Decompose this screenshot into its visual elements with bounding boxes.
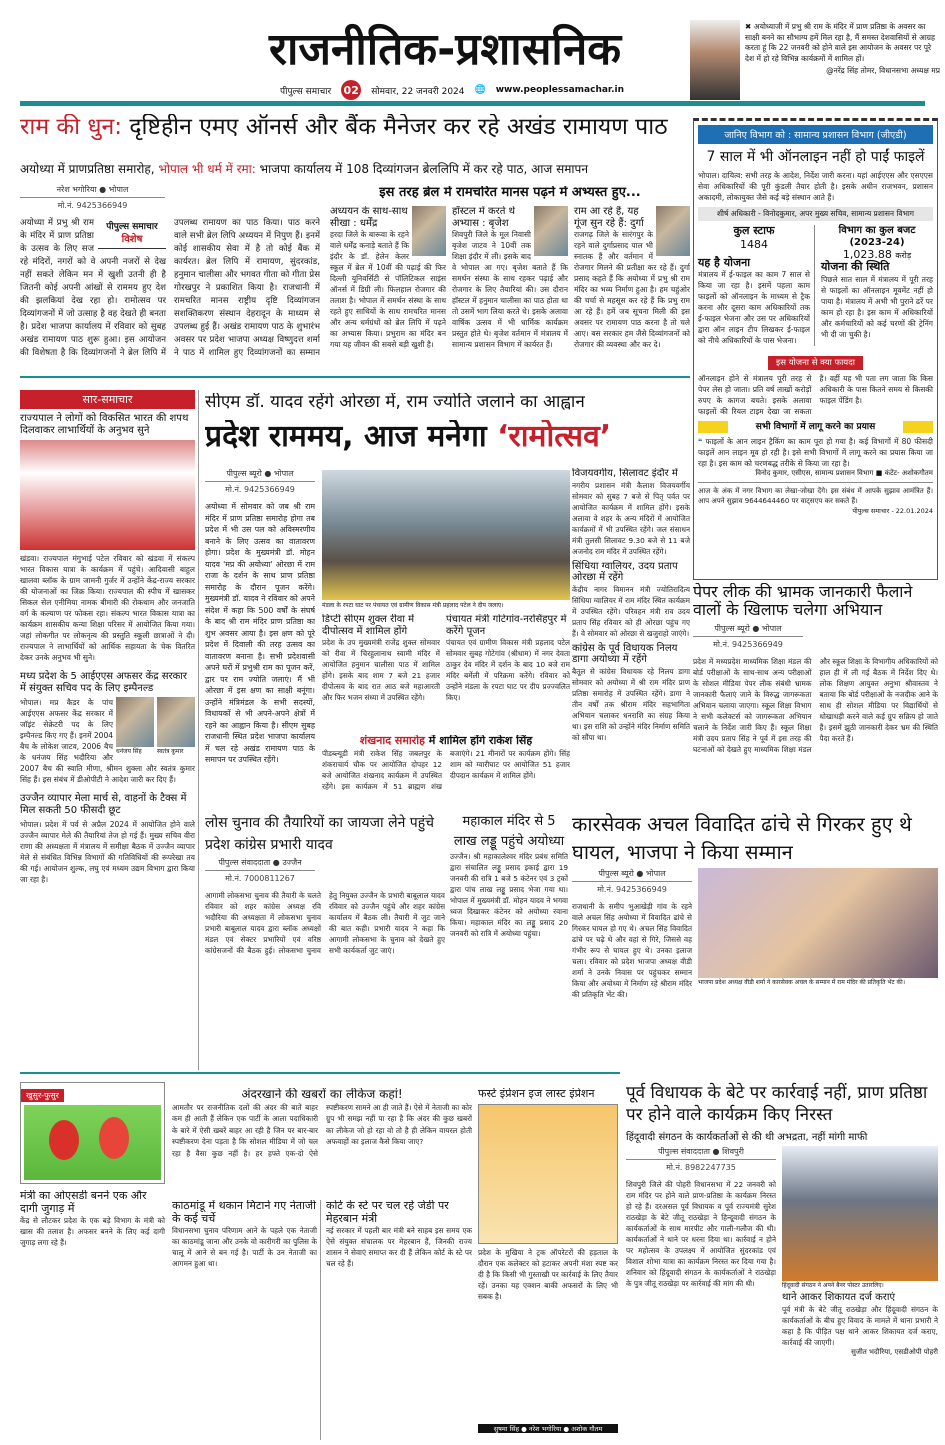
paper-leak-story bbox=[693, 583, 938, 808]
budget-year: (2023-24) bbox=[849, 236, 905, 248]
profile-list bbox=[330, 206, 690, 372]
sar-h1: राज्यपाल ने लोगों को विकसित भारत की शपथ दिलवाकर लाभार्थियों के अनुभव सुने bbox=[20, 413, 189, 436]
effort-block bbox=[698, 436, 933, 469]
profile-photo bbox=[656, 206, 690, 256]
election-byline: पीपुल्स संवाददाता ● उज्जैन bbox=[205, 857, 315, 871]
section-rule bbox=[20, 376, 690, 378]
lead-subhead bbox=[20, 160, 690, 177]
shivpuri-body: शिवपुरी जिले की पोहरी विधानसभा में 22 जनवरी को राम मंदिर पर होने वाले प्राण-प्रतिष्ठा के कार्यक्रम निरस्त हो रहे हैं। दरअसल पूर्व विधायक व पूर्व राज्यमंत्री सुरेश राठखेड़ा के बेटे जीतू राठखेड़ा ने हिन्दूवादी संगठन के कार्यकर्ताओं के साथ मारपीट और गाली-गलौज की थी। कार्यकर्ताओं ने थाने पर धरना दिया था। कार्रवाई न होने पर महोत्सव के उपलक्ष्य में आयोजित सुंदरकांड एवं विशाल शोभा यात्रा का कार्यक्रम निरस्त कर दिया गया है। शनिवार को हिंदूवादी संगठन के कार्यकर्ताओं ने राठखेड़ा के पुत्र जीतू राठखेड़ा पर कार्रवाई की मांग की थी। bbox=[626, 1180, 776, 1289]
gossip-headline: मंत्री का ओएसडी बनने एक और दागी जुगाड़ में bbox=[20, 1190, 147, 1215]
gossip-court bbox=[326, 1200, 472, 1440]
ramotsav-kicker: सीएम डॉ. यादव रहेंगे ओरछा में, राम ज्योति जलाने का आह्वान bbox=[205, 393, 585, 412]
section-label: खुसुर-फुसुर bbox=[21, 1089, 64, 1102]
shivpuri-mobile: मो.नं. 8982247735 bbox=[666, 1163, 736, 1173]
special-tag bbox=[98, 219, 166, 249]
gossip-text: प्रदेश के मुखिया ने ट्रक ऑपरेटरों की हड़ताल के दौरान एक कलेक्टर को हटाकर अपनी मंशा स्पष्ट कर दी है कि किसी भी गुस्ताखी पर कार्रवाई के लिए तैयार रहें। उनका यह एक्शन बाकी अफसरों के लिए भी सबक है। bbox=[478, 1247, 618, 1301]
cartoon-figure bbox=[99, 1117, 129, 1159]
karsevak-headline: कारसेवक अचल विवादित ढांचे से गिरकर हुए थे घायल, भाजपा ने किया सम्मान bbox=[572, 812, 912, 864]
profile-text: शिवपुरी जिले के मूल निवासी बृजेश जाटव ने 10वीं तक शिक्षा इंदौर में ली। इसके बाद वे भोपाल आ गए। बृजेश बताते हैं कि समर्थन संस्था के साथ रहकर पढ़ाई और रोजगार के लिए तैयारियां की। उस दौरान हॉस्टल में हनुमान चालीसा का पाठ होता था तो उसमें भाग लिया करते थे। इसके अलावा वार्षिक उत्सव में भी धार्मिक कार्यक्रम प्रस्तुत होते थे। बृजेश वर्तमान में मंत्रालय में सामान्य प्रशासन विभाग में कार्यरत हैं। bbox=[452, 230, 568, 349]
officer-photo bbox=[116, 697, 154, 747]
gossip-headline: फर्स्ट इंप्रेशन इज लास्ट इंप्रेशन bbox=[478, 1088, 595, 1100]
gossip-headline: अंदरखाने की खबरों का लीकेज कहां! bbox=[241, 1088, 403, 1101]
gad-headline: 7 साल में भी ऑनलाइन नहीं हो पाईं फाइलें bbox=[706, 149, 925, 165]
story-panchayat bbox=[446, 614, 570, 734]
gad-footer-date: पीपुल्स समाचार - 22.01.2024 bbox=[852, 507, 933, 516]
shivpuri-columns bbox=[626, 1146, 938, 1389]
ramotsav-story bbox=[205, 468, 315, 808]
effort-text: फाइलों के आन लाइन ट्रैकिंग का काम पूरा हो गया है। कई विभागों में 80 फीसदी फाइलें आन लाइन मूव हो रही है। इसे सभी विभागों में लागू करने का प्रयास किया जा रहा है। इस काम को चरणबद्ध तरीके से किया जा रहा है। bbox=[698, 437, 933, 469]
officer-b bbox=[157, 697, 195, 755]
shivpuri-sub: हिंदूवादी संगठन के कार्यकर्ताओं से की थी अभद्रता, नहीं मांगी माफी bbox=[626, 1132, 868, 1144]
page-number: 02 bbox=[341, 80, 361, 100]
lead-byline: नरेश भगोरिया ● भोपाल bbox=[20, 184, 165, 198]
story-text: प्रदेश के उप मुख्यमंत्री राजेंद्र शुक्ल सोमवार को रीवा में चिरहुलानाथ स्वामी मंदिर में आयोजित हनुमान चालीसा पाठ में शामिल होंगे। इसके बाद शाम 7 बजे 21 हजार दीपोत्सव के बाद रात आठ बजे महाआरती और फिर भजन संध्या में उपस्थित रहेंगे। bbox=[322, 638, 440, 702]
budget-unit: करोड़ bbox=[895, 251, 912, 261]
shivpuri-photo-col bbox=[782, 1146, 938, 1389]
gossip-text: विधानसभा चुनाव परिणाम आने के पहले एक नेताजी का काठमांडू जाना और उनके वो कारीगरी का पुलिस के चालू में आने से बन गई है। पार्टी के उन नेताजी का आगमन हुआ था। bbox=[172, 1226, 317, 1269]
shivpuri-text-col bbox=[626, 1146, 776, 1389]
lead-body: अयोध्या में प्रभु श्री राम के मंदिर में प्राण प्रतिष्ठा के उत्सव के लिए सज रहे मंदिरों, नगरों को वे अपनी नजरों से देख नहीं सकते लेकिन मन में खुशी उतनी ही है जितनी कोई अपनी आंखों से राममय हुए देश की झलकियां देख रहा हो। रामोत्सव पर दिव्यांगजनों में जो उत्साह है वह देखते ही बनता है। प्रदेश भाजपा कार्यालय में रविवार को सुबह अखंड रामायण पाठ शुरू हुआ। इस आयोजन की विशेषता है कि दिव्यांगजनों ने ब्रेल लिपि में उपलब्ध रामायण का पाठ किया। पाठ करने वाले सभी ब्रेल लिपि अध्ययन में निपुण हैं। इनमें कोई शासकीय सेवा में है तो कोई बैंक में कार्यरत। ब्रेल लिपि में रामायण, सुंदरकांड, हनुमान चालीसा और भगवत गीता को गीता प्रेस गोरखपुर ने प्रकाशित किया है। राजधानी में रामचरित मानस राष्ट्रीय दृष्टि दिव्यांगजन सशक्तिकरण संस्थान देहरादून के माध्यम से उपलब्ध हुई हैं। अखंड रामायण पाठ के शुभारंभ अवसर पर प्रदेश भाजपा अध्यक्ष विष्णुदत्त शर्मा ने पाठ में शामिल हुए दिव्यांगजनों का सम्मान bbox=[20, 218, 320, 358]
officer-photos bbox=[116, 697, 195, 755]
staff-count: 1484 bbox=[740, 237, 768, 251]
benefit-head: इस योजना से क्या फायदा bbox=[768, 356, 863, 370]
braille-heading: इस तरह ब्रेल में रामचरित मानस पढ़ने में अभ्यस्त हुए... bbox=[379, 186, 641, 200]
karsevak-columns bbox=[572, 868, 938, 1000]
gad-banner: जानिए विभाग को : सामान्य प्रशासन विभाग (जीएडी) bbox=[698, 125, 933, 144]
leak-headline: पेपर लीक की भ्रामक जानकारी फैलाने वालों के खिलाफ चलेगा अभियान bbox=[693, 583, 913, 620]
profile-text: हरदा जिले के बारूवा के रहने वाले धर्मेंद्र कनाड़े बताते हैं कि इंदौर के डॉ. हेलेन केलर स्कूल में ब्रेल में 10वीं की पढ़ाई की फिर दिल्ली यूनिवर्सिटी से पॉलिटिकल साइंस ऑनर्स में डिग्री ली। फिलहाल रोजगार की तलाश है। भोपाल में समर्थन संस्था के साथ रहते हुए साथियों के साथ रामचरित मानस और अन्य धर्मग्रंथों को ब्रेल लिपि में पढ़ने का अभ्यास किया। प्रभुराम का मंदिर बन गया यह जीवन की सबसे बड़ी खुशी है। bbox=[330, 230, 446, 349]
effort-head: सभी विभागों में लागू करने का प्रयास bbox=[755, 422, 876, 433]
gossip-text: आमतौर पर राजनीतिक दलों की अंदर की बातें बाहर कम ही आती हैं लेकिन एक पार्टी के आला पदाधिकारी के बारे में ऐसी खबरें बाहर आ रही है जिन पर बार-बार स्पष्टीकरण देना पड़ता है कि सोशल मीडिया में जो चल रहा है वैसा कुछ नहीं है। हर हफ्ते एक-दो ऐसे स्पष्टीकरण सामने आ ही जाते हैं। ऐसे में नेताजी का कोर ग्रुप भी समझ नहीं पा रहा है कि अंदर की कुछ खबरों का लीकेज जो हो रहा वो तो है ही लेकिन वायरल होती अफवाहों का इलाज कैसे किया जाए? bbox=[172, 1102, 472, 1158]
leak-mobile: मो.नं. 9425366949 bbox=[713, 639, 783, 649]
shankhnad-red: शंखनाद समारोह bbox=[359, 735, 425, 747]
story-shankhnad bbox=[322, 735, 570, 807]
quote-photo bbox=[690, 20, 740, 100]
gossip-headline: कोर्ट के स्टे पर चल रहे जेडी पर मेहरबान मंत्री bbox=[326, 1200, 449, 1225]
lead-headline-text: दृष्टिहीन एमए ऑनर्स और बैंक मैनेजर कर रहे अखंड रामायण पाठ bbox=[129, 114, 668, 140]
shivpuri-byline: पीपुल्स संवाददाता ● शिवपुरी bbox=[626, 1146, 776, 1160]
officer-a bbox=[116, 697, 154, 755]
benefit-text: ऑनलाइन होने से मंत्रालय पूरी तरह से पेपर लेस हो जाता। प्रति वर्ष लाखों करोड़ों रुपए के कागज बचते। इसके अलावा फाइलों की रियल टाइम देखा जा सकता है। वहीं यह भी पता लग जाता कि किस अधिकारी के पास कितने समय से किसकी फाइल पेंडिंग है। bbox=[698, 374, 933, 417]
election-mobile: मो.नं. 7000811267 bbox=[225, 873, 295, 883]
profile-photo bbox=[412, 206, 446, 256]
gad-box bbox=[693, 118, 938, 580]
leak-byline-block bbox=[693, 623, 803, 650]
ramotsav-headline-red: ‘रामोत्सव’ bbox=[497, 420, 612, 454]
gossip-osd bbox=[20, 1190, 165, 1440]
gad-stats bbox=[698, 225, 933, 346]
masthead-title: राजनीतिक-प्रशासनिक bbox=[268, 24, 622, 75]
content-credit: कंटेंट- अशोकगौतम bbox=[884, 469, 933, 478]
officer-photo bbox=[157, 697, 195, 747]
quote-mark-icon: ❝ bbox=[698, 437, 703, 447]
story-headline: सिंधिया ग्वालियर, उदय प्रताप ओरछा में रहेंगे bbox=[572, 560, 678, 583]
paper-name: पीपुल्स समाचार bbox=[280, 86, 332, 97]
effort-credit: विनोद कुमार, एसीएस, सामान्य प्रशासन विभाग ■ कंटेंट- अशोकगौतम bbox=[755, 469, 933, 478]
effort-by: विनोद कुमार, एसीएस, सामान्य प्रशासन विभाग bbox=[755, 469, 874, 478]
sar-h3: उज्जैन व्यापार मेला मार्च से, वाहनों के टैक्स में मिल सकती 50 फीसदी छूट bbox=[20, 793, 187, 816]
karsevak-caption: भाजपा प्रदेश अध्यक्ष वीडी शर्मा ने कारसेवक अचल के सम्मान में राम मंदिर की प्रतिकृति भेंट की। bbox=[698, 979, 905, 986]
effort-head-row bbox=[698, 421, 933, 433]
yellow-bar bbox=[903, 421, 933, 433]
tag-brand: पीपुल्स समाचार bbox=[106, 222, 158, 232]
gossip-cartoon bbox=[20, 1082, 165, 1184]
lead-headline bbox=[20, 114, 690, 140]
story-text: नगरीय प्रशासन मंत्री कैलाश विजयवर्गीय सोमवार को सुबह 7 बजे से पितृ पर्वत पर आयोजित कार्यक्रम में शामिल होंगे। इसके अलावा वे शहर के अन्य मंदिरों में आयोजित कार्यक्रमों में भी उपस्थित रहेंगे। जल संसाधन मंत्री तुलसी सिलावट 9.30 बजे से 11 बजे अजनोद राम मंदिर में उपस्थित रहेंगे। bbox=[572, 480, 690, 556]
lead-story bbox=[20, 184, 320, 369]
photo-caption: मंडला के रपटा घाट पर पंचायत एवं ग्रामीण विकास मंत्री प्रहलाद पटेल ने दीप जलाए। bbox=[322, 602, 504, 609]
officer-caption: धनंजय सिंह bbox=[116, 748, 142, 755]
story-headline: विजयवर्गीय, सिलावट इंदौर में bbox=[572, 468, 678, 479]
benefit-head-row bbox=[698, 350, 933, 369]
cartoon-figure bbox=[49, 1120, 79, 1160]
gossip-kathmandu bbox=[172, 1200, 317, 1440]
staff-label: कुल स्टाफ bbox=[733, 224, 775, 238]
sar-t2: भोपाल। मप्र कैडर के पांच आईएएस अफसर केंद्र सरकार में जॉइंट सेक्रेटरी पद के लिए इम्पैनल्ड किए गए हैं। इनमें 2004 बैच के लोकेश जाटव, 2006 बैच के धनंजय सिंह भदौरिया और 2007 बैच की स्वाति मीणा, श्रीमन शुक्ला और स्वतंत्र कुमार सिंह हैं। इस संबंध में डीओपीटी ने आदेश जारी कर दिए हैं। bbox=[20, 698, 195, 784]
gossip-headline: काठमांडू में थकान मिटाने गए नेताजी के कई चर्चे bbox=[172, 1200, 316, 1225]
budget-value: 1,023.88 bbox=[842, 248, 892, 262]
profile-1 bbox=[330, 206, 446, 372]
karsevak-mobile: मो.नं. 9425366949 bbox=[597, 885, 667, 894]
mahakal-headline: महाकाल मंदिर से 5 लाख लड्डू पहुंचे अयोध्या bbox=[453, 814, 565, 849]
budget-label: विभाग का कुल बजट bbox=[838, 225, 916, 237]
shivpuri-sign: सुजीत भदौरिया, एसडीओपी पोहरी bbox=[851, 1347, 938, 1356]
plan-head: यह है योजना bbox=[698, 255, 751, 269]
profile-title: राम आ रहे हैं, यह गूंज सुन रहे हैं: दुर्गा bbox=[574, 206, 644, 229]
story-headline bbox=[322, 735, 570, 748]
election-byline-block bbox=[205, 857, 315, 884]
date: सोमवार, 22 जनवरी 2024 bbox=[371, 86, 465, 97]
profile-title: अध्ययन के साथ-साथ सीखा : धर्मेंद्र bbox=[330, 206, 408, 229]
officer-caption: स्वतंत्र कुमार bbox=[157, 748, 184, 755]
karsevak-photo-col bbox=[698, 868, 938, 1000]
profile-text: राजगढ़ जिले के सारंगपुर के रहने वाले दुर्गाप्रसाद पाल भी स्नातक हैं और वर्तमान में रोजगार मिलने की प्रतीक्षा कर रहे हैं। दुर्गा प्रसाद कहते हैं कि अयोध्या में प्रभु श्री राम मंदिर का भव्य निर्माण हुआ है। हम चहुंओर की चर्चा से महसूस कर रहे हैं कि प्रभु राम आ रहे हैं। हमें जब सूचना मिली की इस अवसर पर रामायण पाठ करना है तो चले आए। बस सरकार हम जैसे दिव्यांगजनों को रोजगार की व्यवस्था और कर दे। bbox=[574, 230, 690, 349]
gad-officer: शीर्ष अधिकारी - विनोदकुमार, अपर मुख्य सचिव, सामान्य प्रशासन विभाग bbox=[698, 207, 933, 221]
shivpuri-story bbox=[626, 1082, 938, 1442]
ramotsav-photo bbox=[322, 470, 570, 600]
tag-label: विशेष bbox=[121, 234, 143, 245]
lead-kicker: राम की धुन: bbox=[20, 114, 123, 140]
lead-sub-red: भोपाल भी धर्म में रमा: bbox=[158, 162, 256, 176]
shivpuri-h2: थाने आकर शिकायत दर्ज कराएं bbox=[782, 1292, 896, 1304]
bottom-rule bbox=[20, 1072, 620, 1074]
shivpuri-caption: हिंदूवादी संगठन ने अपने बैनर पोस्टर उतारलिए। bbox=[782, 1282, 884, 1290]
story-text: बैतूल से कांग्रेस विधायक रहे निलय डागा सोमवार को अयोध्या में श्री राम मंदिर प्राण प्रतिष्ठा समारोह में उपस्थित रहेंगे। डागा ने तीन वर्षों तक श्रीराम मंदिर सहभागिता अभियान चलाकर धनराशि का संग्रह किया था। इस राशि को उन्होंने मंदिर निर्माण समिति को सौंपा था। bbox=[572, 666, 690, 742]
karsevak-text-col bbox=[572, 868, 692, 1000]
impression-cartoon bbox=[478, 1104, 618, 1244]
shivpuri-headline: पूर्व विधायक के बेटे पर कार्रवाई नहीं, प्राण प्रतिष्ठा पर होने वाले कार्यक्रम किए निरस्त bbox=[626, 1083, 928, 1126]
gossip-credits: सुषमा सिंह ● नरेश भगोरिया ● अशोक गौतम bbox=[478, 1424, 618, 1433]
profile-3 bbox=[574, 206, 690, 372]
ramotsav-byline: पीपुल्स ब्यूरो ● भोपाल bbox=[205, 468, 315, 482]
karsevak-body: राजधानी के समीप भुआखेड़ी गांव के रहने वाले अचल सिंह अयोध्या में विवादित ढांचे से गिरकर घायल हो गए थे। अचल सिंह विवादित ढांचे पर चढ़े थे और वहां से गिरे, जिससे वह गंभीर रूप से घायल हुए थे। उनका इलाज चला। रविवार को प्रदेश भाजपा अध्यक्ष वीडी शर्मा ने उनके निवास पर पहुंचकर सम्मान किया और अयोध्या में निर्माण रहे श्रीराम मंदिर की प्रतिकृति भेंट की। bbox=[572, 902, 692, 999]
shankhnad-rest: में शामिल होंगे राकेश सिंह bbox=[428, 735, 533, 747]
leak-byline: पीपुल्स ब्यूरो ● भोपाल bbox=[693, 623, 803, 637]
lead-body-columns bbox=[20, 217, 320, 367]
story-headline: पंचायत मंत्री गोटेगांव-नरसिंहपुर में करेंगे पूजन bbox=[446, 614, 567, 637]
x-icon: ✖ bbox=[745, 22, 754, 31]
status-text: पिछले सात साल में मंत्रालय में पूरी तरह से फाइलों का ऑनलाइन मूवमेंट नहीं हो पाया है। मंत्रालय में अभी भी पुराने ढर्रे पर काम हो रहा है। इस काम में अधिकारियों और कर्मचारियों को कई चरणों की ट्रेनिंग भी दी जा चुकी है। bbox=[821, 274, 933, 339]
governor-photo bbox=[20, 440, 195, 550]
gossip-leakage bbox=[172, 1088, 472, 1198]
quote-body: अयोध्याजी में प्रभु श्री राम के मंदिर में प्राण प्रतिष्ठा के अवसर का साक्षी बनने का सौभाग्य हमें मिल रहा है, मैं समस्त देशवासियों से आग्रह करता हूं कि 22 जनवरी को होने वाले इस आयोजन के अवसर पर पूरे देश में हो रहे विभिन्न कार्यक्रमों में शामिल हों। bbox=[745, 22, 935, 63]
quote-text bbox=[745, 22, 940, 77]
ramotsav-headline bbox=[205, 420, 690, 455]
globe-icon: 🌐 bbox=[474, 85, 486, 95]
ramotsav-mobile: मो.नं. 9425366949 bbox=[225, 485, 295, 494]
story-text: पीडब्ल्यूडी मंत्री राकेश सिंह जबलपुर के शंकराचार्य चौक पर आयोजित दोपहर 12 बजे आयोजित शंखनाद कार्यक्रम में उपस्थित रहेंगे। इस कार्यक्रम में 51 ब्राह्मण शंख बजाएंगे। 21 मीनारों पर कार्यक्रम होंगे। सिंह शाम को ग्वारीघाट पर आयोजित 51 हजार दीपदान कार्यक्रम में शामिल होंगे। bbox=[322, 748, 570, 791]
mahakal-body: उज्जैन। श्री महाकालेश्वर मंदिर प्रबंध समिति द्वारा संचालित लड्डू प्रसाद इकाई द्वारा 19 जनवरी की रात्रि 1 बजे 5 कंटेनर एवं 3 ट्रकों द्वारा पांच लाख लड्डू प्रसाद भेजा गया था। भोपाल में मुख्यमंत्री डॉ. मोहन यादव ने भगवा ध्वज दिखाकर कंटेनर को अयोध्या रवाना किया। महाकाल मंदिर का लड्डू प्रसाद 20 जनवरी को रात्रि में अयोध्या पहुंचा। bbox=[450, 852, 568, 938]
teal-rule bbox=[20, 101, 925, 106]
story-text: पंचायत एवं ग्रामीण विकास मंत्री प्रहलाद पटेल सोमवार सुबह गोटेगांव (श्रीधाम) में नगर देवता ठाकुर देव मंदिर में दर्शन के बाद 10 बजे राम मंदिर बर्मेली में परिक्रमा करेंगे। रविवार को उन्होंने मंडला के रपटा घाट पर दीप प्रज्ज्वलित किए। bbox=[446, 638, 570, 702]
cartoon-image bbox=[24, 1105, 161, 1180]
column-divider bbox=[320, 1200, 321, 1440]
gossip-text: केंद्र से लौटकर प्रदेश के एक बड़े विभाग के मंत्री को खास की तलाश है। अफसर बनने के लिए कई दागी जुगाड़ लगा रहे हैं। bbox=[20, 1216, 165, 1248]
quote-author: @नरेंद्र सिंह तोमर, विधानसभा अध्यक्ष मप्र bbox=[826, 66, 940, 75]
section-label: सार-समाचार bbox=[20, 390, 195, 409]
story-headline: कांग्रेस के पूर्व विधायक निलय डागा अयोध्या में रहेंगे bbox=[572, 642, 678, 665]
lead-mobile: मो.नं. 9425366949 bbox=[57, 201, 128, 210]
profile-2 bbox=[452, 206, 568, 372]
election-headline: लोस चुनाव की तैयारियों का जायजा लेने पहुंचे प्रदेश कांग्रेस प्रभारी यादव bbox=[205, 815, 435, 854]
column-divider bbox=[198, 390, 199, 1070]
lead-sub-b: भाजपा कार्यालय में 108 दिव्यांगजन ब्रेललिपि में कर रहे पाठ, आज समापन bbox=[259, 162, 589, 176]
gossip-text: नई सरकार में पहली बार मंत्री बने साहब इस समय एक ऐसे संयुक्त संचालक पर मेहरबान हैं, जिनकी राज्य शासन ने सेवाएं समाप्त कर दी हैं लेकिन कोर्ट के स्टे पर चल रहे हैं। bbox=[326, 1226, 472, 1269]
story-indore bbox=[572, 468, 690, 808]
ramotsav-body: अयोध्या में सोमवार को जब श्री राम मंदिर में प्राण प्रतिष्ठा समारोह होगा तब प्रदेश में भी उस पल को अविस्मरणीय बनाने के लिए उत्सव का वातावरण होगा। प्रदेश के मुख्यमंत्री डॉ. मोहन यादव 'मप्र की अयोध्या' ओरछा में राम राजा के दर्शन के साथ प्राण प्रतिष्ठा समारोह के दौरान पूजन करेंगे। मुख्यमंत्री डॉ. यादव ने रविवार को अपने संदेश में कहा कि 500 वर्षों के संघर्ष के बाद श्री राम मंदिर प्राण प्रतिष्ठा का शुभ अवसर आया है। इस क्षण को पूरे प्रदेश में दिवाली की तरह उत्सव का वातावरण बनाना है। सभी प्रदेशवासी अपने घरों में प्रभुश्री राम का पूजन करें, द्वार पर राम ज्योति जलाएं। मैं भी ओरछा में इस क्षण का साक्षी बनूंगा। उन्होंने मंत्रिमंडल के सभी सदस्यों, विधायकों से भी अपने-अपने क्षेत्रों में रहने का आह्वान किया है। सीएम सुबह राजधानी स्थित प्रदेश भाजपा कार्यालय में चल रहे अखंड रामायण पाठ के समापन पर उपस्थित रहेंगे। bbox=[205, 502, 315, 764]
sar-h2: मध्य प्रदेश के 5 आईएएस अफसर केंद्र सरकार में संयुक्त सचिव पद के लिए इम्पैनल्ड bbox=[20, 671, 187, 694]
story-headline: डिप्टी सीएम शुक्ल रीवा में दीपोत्सव में शामिल होंगे bbox=[322, 614, 415, 637]
ramotsav-headline-a: प्रदेश राममय, आज मनेगा bbox=[205, 420, 487, 454]
gossip-impression bbox=[478, 1088, 618, 1418]
election-story bbox=[205, 812, 445, 1067]
story-deputy-cm bbox=[322, 614, 440, 734]
mahakal-story bbox=[450, 812, 568, 1067]
story-text: केंद्रीय नागर विमानन मंत्री ज्योतिरादित्य सिंधिया ग्वालियर में राम मंदिर स्थित कार्यक्रम में उपस्थित रहेंगे। परिवहन मंत्री राव उदय प्रताप सिंह रविवार को ही ओरछा पहुंच गए हैं। वे सोमवार को ओरछा से खजुराहो जाएंगे। bbox=[572, 584, 690, 638]
karsevak-byline: पीपुल्स ब्यूरो ● भोपाल bbox=[572, 868, 692, 882]
status-head: योजना की स्थिति bbox=[821, 260, 890, 274]
karsevak-story bbox=[572, 810, 938, 1068]
profile-photo bbox=[534, 206, 568, 256]
karsevak-photo bbox=[698, 868, 938, 978]
yellow-bar bbox=[698, 421, 728, 433]
gad-footer: आज के अंक में नगर विभाग का लेखा-जोखा देंगे। इस संबंध में आपके सुझाव आमंत्रित हैं। आप अपने सुझाव 9644644460 पर वाट्सएप कर सकते हैं। bbox=[698, 482, 933, 506]
banner-photo bbox=[782, 1146, 938, 1281]
sar-column bbox=[20, 390, 195, 1070]
plan-text: मंत्रालय में ई-फाइल का काम 7 साल से किया जा रहा है। इसमें पहला काम फाइलों को ऑनलाइन के माध्यम से ट्रैक करना और दूसरा काम अधिकारियों तक ई-फाइल भेजना और उस पर अधिकारियों द्वारा ऑन लाइन टीप लिखकर ई-फाइल को नीचे अधिकारियों के पास भेजना। bbox=[698, 270, 810, 346]
leak-body: प्रदेश में मध्यप्रदेश माध्यमिक शिक्षा मंडल की बोर्ड परीक्षाओं के साथ-साथ अन्य परीक्षाओं के सोशल मीडिया पेपर लीक संबंधी भ्रामक जानकारी फैलाएं जाने के विरुद्ध जागरूकता अभियान चलाया जाएगा। स्कूल शिक्षा विभाग ने सभी कलेक्टर्स को जागरूकता अभियान चलाने के निर्देश जारी किए हैं। स्कूल शिक्षा मंत्री उदय प्रताप सिंह ने पूर्व में इस तरह की घटनाओं को देखते हुए माध्यमिक शिक्षा मंडल और स्कूल शिक्षा के विभागीय अधिकारियों को हाल ही में ली गई बैठक में निर्देश दिए थे। लोक शिक्षण आयुक्त अनुभा श्रीवास्तव ने बताया कि बोर्ड परीक्षाओं के नजदीक आने के साथ ही सोशल मीडिया पर विद्यार्थियों से धोखाधड़ी करने वाले कई ग्रुप सक्रिय हो जाते हैं। इसमें झूठी जानकारी देकर भ्रम की स्थिति पैदा करते हैं। bbox=[693, 656, 938, 754]
sar-t3: भोपाल। प्रदेश में पर्व से अप्रैल 2024 में आयोजित होने वाले उज्जैन व्यापार मेले की तैयारियां तेज हो गई हैं। मुख्य सचिव वीरा राणा की अध्यक्षता में मंत्रालय में समीक्षा बैठक में उज्जैन व्यापार मेले से संबंधित विभिन्न विभागों की गतिविधियों की रूपरेखा तय की गई। आयोजन शुल्क, लघु एवं मध्यम उद्यम विभाग द्वारा किया जा रहा है। bbox=[20, 820, 195, 884]
lead-sub-a: अयोध्या में प्राणप्रतिष्ठा समारोह, bbox=[20, 162, 155, 176]
shivpuri-t2: पूर्व मंत्री के बेटे जीतू राठखेड़ा और हिंदूवादी संगठन के कार्यकर्ताओं के बीच हुए विवाद के मामले में थाना प्रभारी ने कहा है कि पीड़ित पक्ष थाने आकर शिकायत दर्ज कराए, कार्रवाई की जाएगी। bbox=[782, 1304, 938, 1347]
gad-left bbox=[698, 225, 815, 346]
gad-right bbox=[821, 225, 933, 346]
gad-intro: भोपाल। दायित्व: सभी तरह के आदेश, निर्देश जारी करना। यहां आईएएस और एसएएस सेवा अधिकारियों की पूरी कुंडली तैयार होती है। इसके अधीन राजभवन, प्रशासन अकादमी, लोकायुक्त जैसे कई बड़े संस्थान आते हैं। bbox=[698, 171, 933, 203]
sar-t1: खंडवा। राज्यपाल मंगुभाई पटेल रविवार को खंडवा में संकल्प भारत विकास यात्रा के कार्यक्रम में पहुंचे। आदिवासी बाहुल खालवा ब्लॉक के ग्राम जामनी गुर्जर में उन्होंने केंद्र-राज्य सरकार की योजनाओं का जिक्र किया। राज्यपाल की स्पीच में खासकर सिकल सेल एनीमिया नामक बीमारी की रोकथाम और जनजाति वर्ग के कल्याण पर फोकस रहा। संकल्प भारत विकास यात्रा का कार्यक्रम शासकीय कन्या शिक्षा परिसर में आयोजित किया गया। जहां लोकगीत पर लोकनृत्य की प्रस्तुति स्कूली छात्राओं ने दी। राज्यपाल ने लाभार्थियों को आर्थिक सहायता के चेक वितरित देकर उनके अनुभव भी सुने। bbox=[20, 554, 195, 662]
lead-byline-block bbox=[20, 184, 165, 211]
profile-title: हॉस्टल में करते थे अभ्यास : बृजेश bbox=[452, 206, 515, 229]
election-body: आगामी लोकसभा चुनाव की तैयारी के चलते रविवार को शहर कांग्रेस अध्यक्ष रवि भदौरिया की अध्यक्षता में लोकसभा चुनाव प्रभारी बाबूलाल यादव द्वारा ब्लॉक अध्यक्षों मंडल एवं सेक्टर प्रभारियों एवं वरिष्ठ कांग्रेसजनों की बैठक हुई। लोकसभा चुनाव हेतु नियुक्त उज्जैन के प्रभारी बाबूलाल यादव रविवार को उज्जैन पहुंचे और शहर कांग्रेस कार्यालय में बैठक ली। तैयारी में जुट जाने की बात कही। प्रभारी यादव ने कहा कि आगामी लोकसभा के चुनाव को देखते हुए सभी कार्यकर्ता जुट जाएं। bbox=[205, 890, 445, 955]
masthead-info bbox=[280, 80, 660, 100]
website[interactable]: www.peoplessamachar.in bbox=[495, 85, 625, 95]
